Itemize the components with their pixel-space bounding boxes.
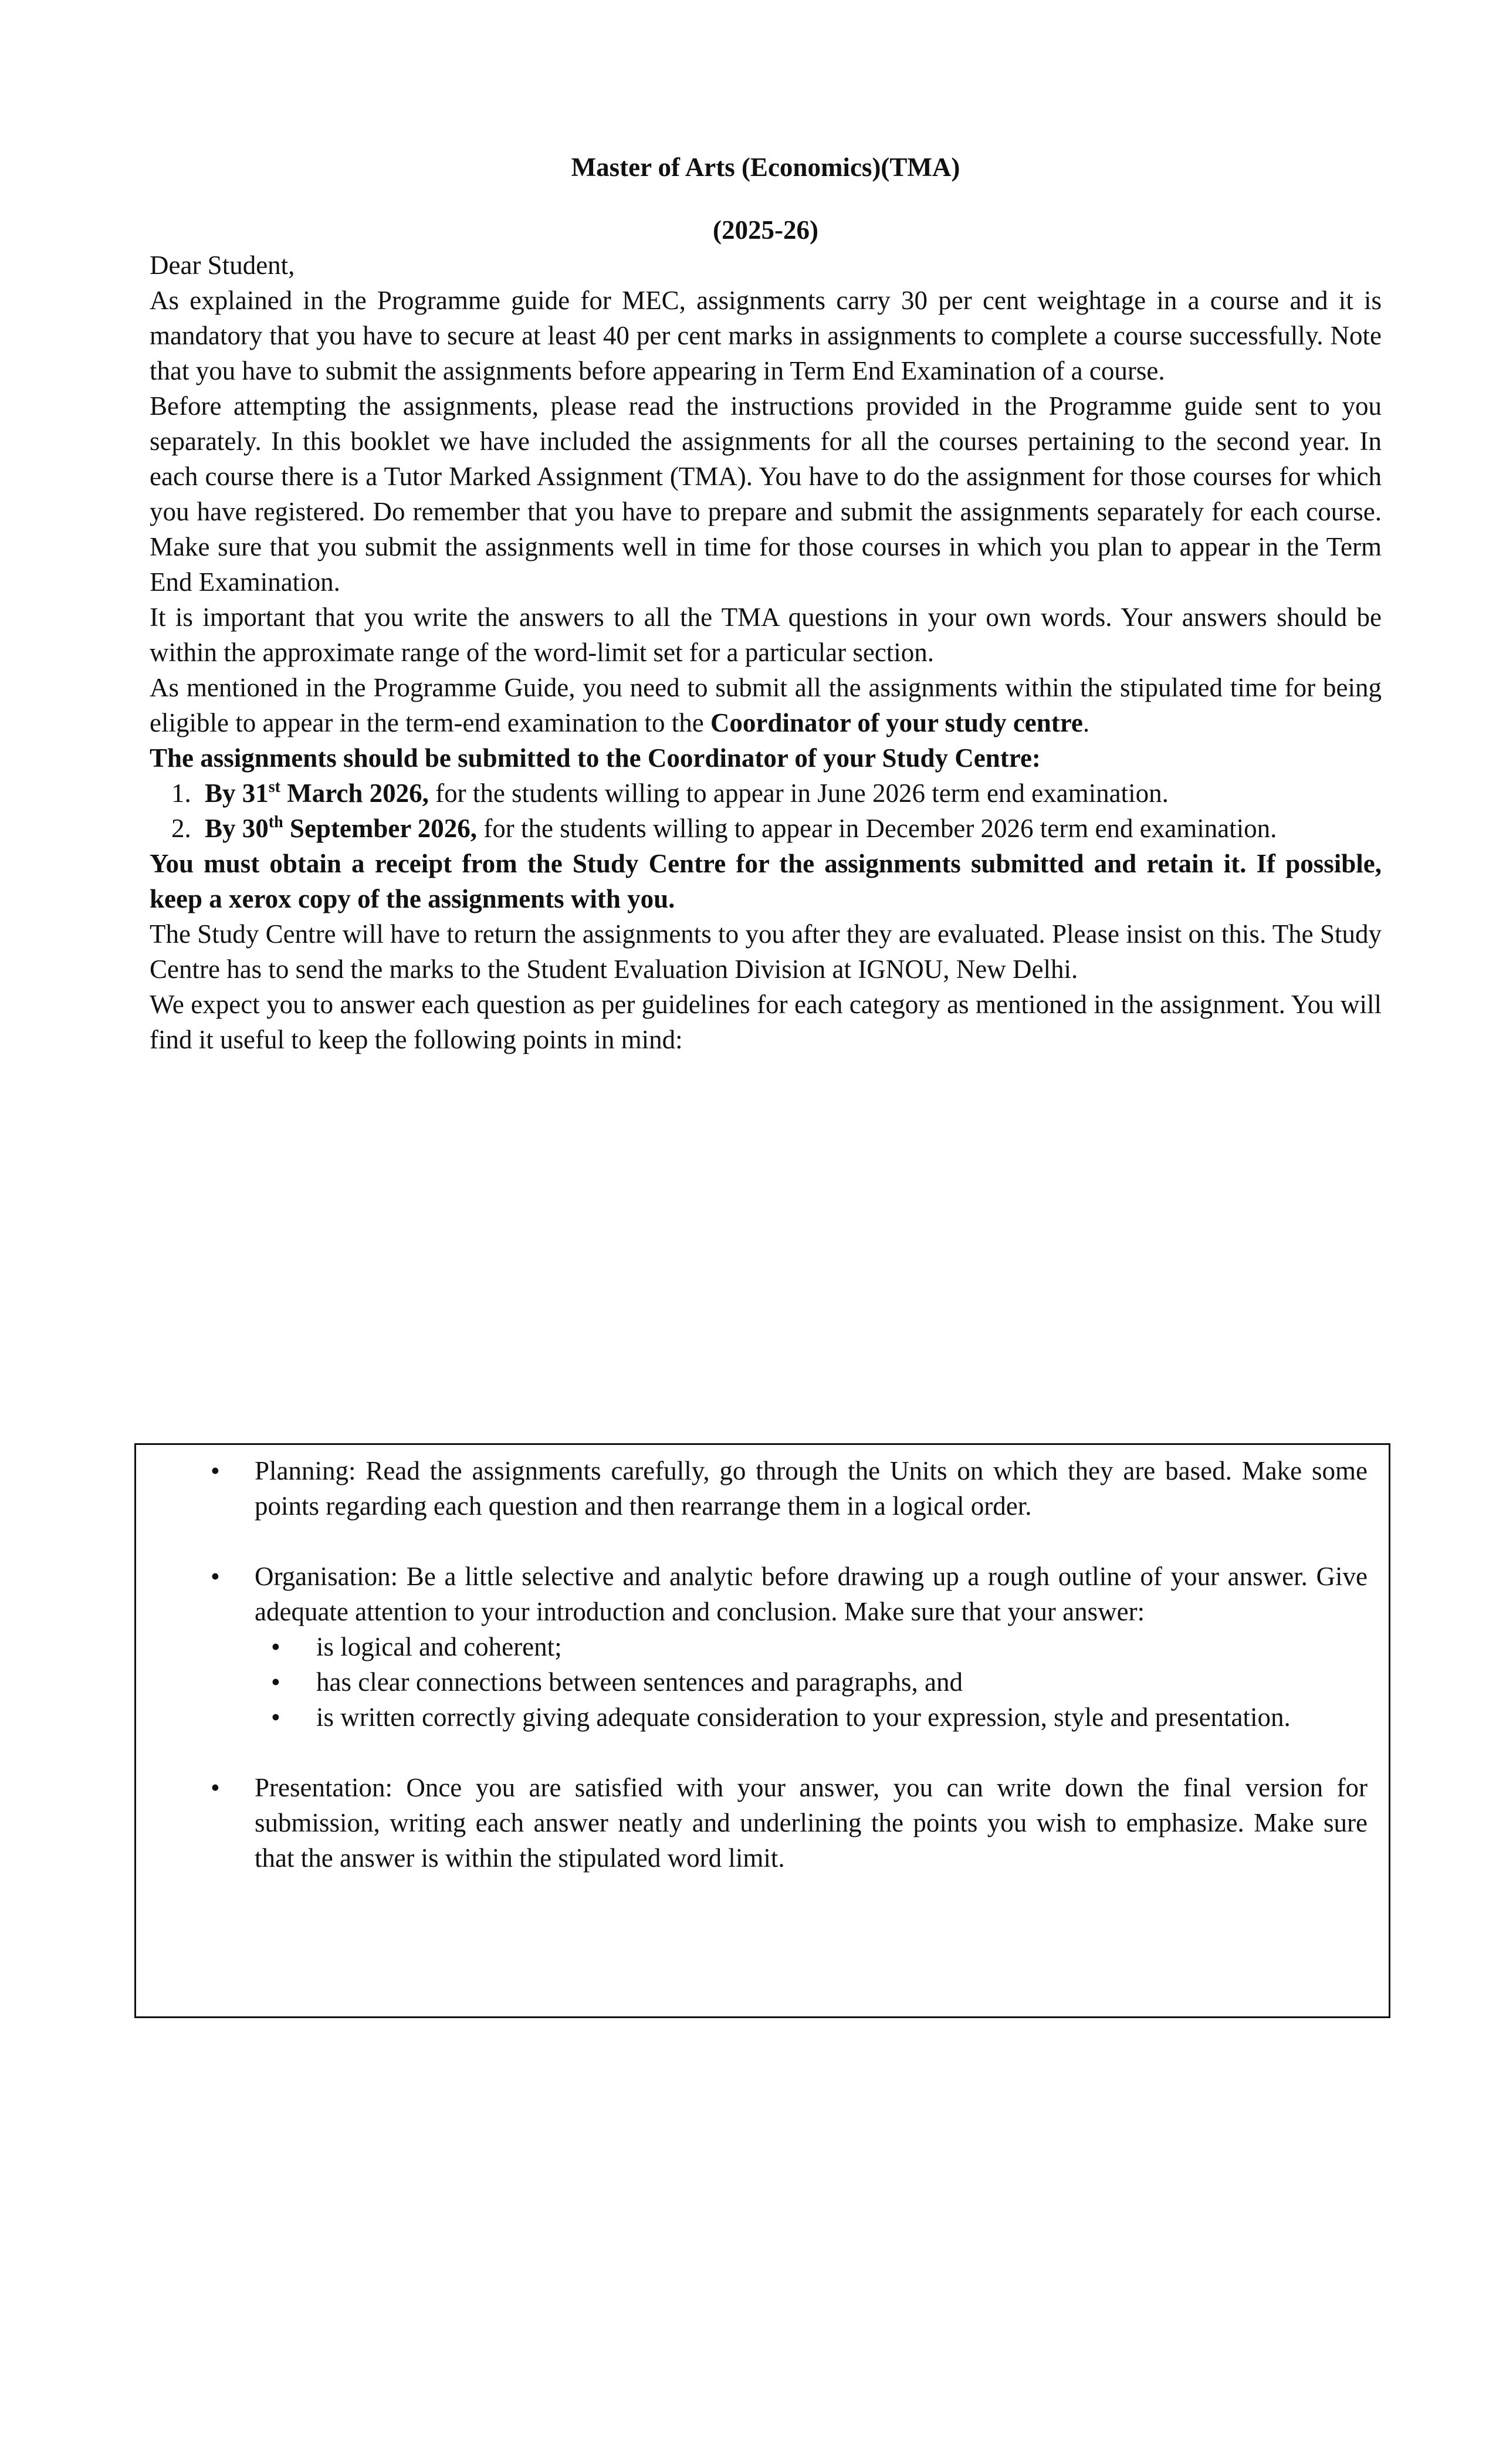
deadline-date-prefix: By 30: [205, 814, 269, 843]
deadline-item: [198, 776, 1382, 811]
submission-time-end: .: [1082, 708, 1090, 737]
bullet-icon: •: [271, 1632, 280, 1661]
presentation-text: Presentation: Once you are satisfied with your answer, you can write down the final version for submission, writing each answer neatly and underlining the points you wish to emphasize. Make sure that the answer is within the stipulated word limit.: [255, 1773, 1368, 1873]
deadline-date-prefix: By 31: [205, 779, 269, 808]
academic-year: (2025-26): [713, 215, 818, 245]
organisation-point: [255, 1629, 1368, 1664]
deadline-item: [198, 811, 1382, 846]
deadline-date-month: September 2026,: [283, 814, 478, 843]
expect-note: We expect you to answer each question as per guidelines for each category as mentioned in the assignment. You will find it useful to keep the following points in mind:: [150, 990, 1382, 1054]
document-page: [150, 150, 1382, 1057]
deadline-date-suffix: st: [268, 778, 280, 796]
guidelines-list: [136, 1453, 1389, 1876]
paragraph-instructions: Before attempting the assignments, please read the instructions provided in the Programme guide sent to you separately. In this booklet we have included the assignments for all the courses pertaining to the second year. In each course there is a Tutor Marked Assignment (TMA). You have to do the assignment for those courses for which you have registered. Do remember that you have to prepare and submit the assignments separately for each course. Make sure that you submit the assignments well in time for those courses in which you plan to appear in the Term End Examination.: [150, 391, 1382, 597]
receipt-note: You must obtain a receipt from the Study Centre for the assignments submitted and retain it. If possible, keep a xerox copy of the assignments with you.: [150, 849, 1382, 913]
guideline-organisation: [136, 1559, 1389, 1735]
bullet-icon: •: [211, 1456, 220, 1485]
document-title: Master of Arts (Economics)(TMA): [571, 153, 960, 182]
organisation-point-text: is logical and coherent;: [316, 1632, 562, 1661]
deadline-date-month: March 2026,: [280, 779, 429, 808]
paragraph-submission-time: [150, 670, 1382, 740]
organisation-point: [255, 1664, 1368, 1700]
planning-text: Planning: Read the assignments carefully, go through the Units on which they are based. Make some points regarding each question and then rearrange them in a logical order.: [255, 1456, 1368, 1521]
organisation-points: [255, 1629, 1368, 1735]
organisation-point-text: is written correctly giving adequate consideration to your expression, style and presentation.: [316, 1703, 1291, 1732]
bullet-icon: •: [211, 1773, 220, 1802]
guideline-planning: [136, 1453, 1389, 1524]
bullet-icon: •: [211, 1562, 220, 1591]
organisation-text: Organisation: Be a little selective and analytic before drawing up a rough outline of your answer. Give adequate attention to your introduction and conclusion. Make sure that your answer:: [255, 1562, 1368, 1626]
guideline-presentation: [136, 1770, 1389, 1876]
return-note: The Study Centre will have to return the assignments to you after they are evaluated. Please insist on this. The Study Centre has to send the marks to the Student Evaluation Division at IGNOU, New Delhi.: [150, 919, 1382, 984]
guidelines-box: [134, 1443, 1390, 2018]
submission-deadlines: [150, 776, 1382, 846]
coordinator-emphasis: Coordinator of your study centre: [710, 708, 1083, 737]
organisation-point-text: has clear connections between sentences and paragraphs, and: [316, 1667, 963, 1697]
deadline-description: for the students willing to appear in December 2026 term end examination.: [477, 814, 1277, 843]
submission-heading: The assignments should be submitted to the Coordinator of your Study Centre:: [150, 743, 1041, 773]
organisation-point: [255, 1700, 1368, 1735]
salutation: Dear Student,: [150, 251, 295, 280]
submission-time-text: As mentioned in the Programme Guide, you need to submit all the assignments within the stipulated time for being eligible to appear in the term-end examination to the: [150, 673, 1382, 737]
paragraph-own-words: It is important that you write the answers to all the TMA questions in your own words. Your answers should be within the approximate range of the word-limit set for a particular section.: [150, 603, 1382, 667]
bullet-icon: •: [271, 1703, 280, 1732]
deadline-description: for the students willing to appear in June 2026 term end examination.: [428, 779, 1169, 808]
bullet-icon: •: [271, 1667, 280, 1697]
deadline-date-suffix: th: [268, 813, 283, 831]
paragraph-weightage: As explained in the Programme guide for MEC, assignments carry 30 per cent weightage in a course and it is mandatory that you have to secure at least 40 per cent marks in assignments to complete a course successfully. Note that you have to submit the assignments before appearing in Term End Examination of a course.: [150, 286, 1382, 385]
